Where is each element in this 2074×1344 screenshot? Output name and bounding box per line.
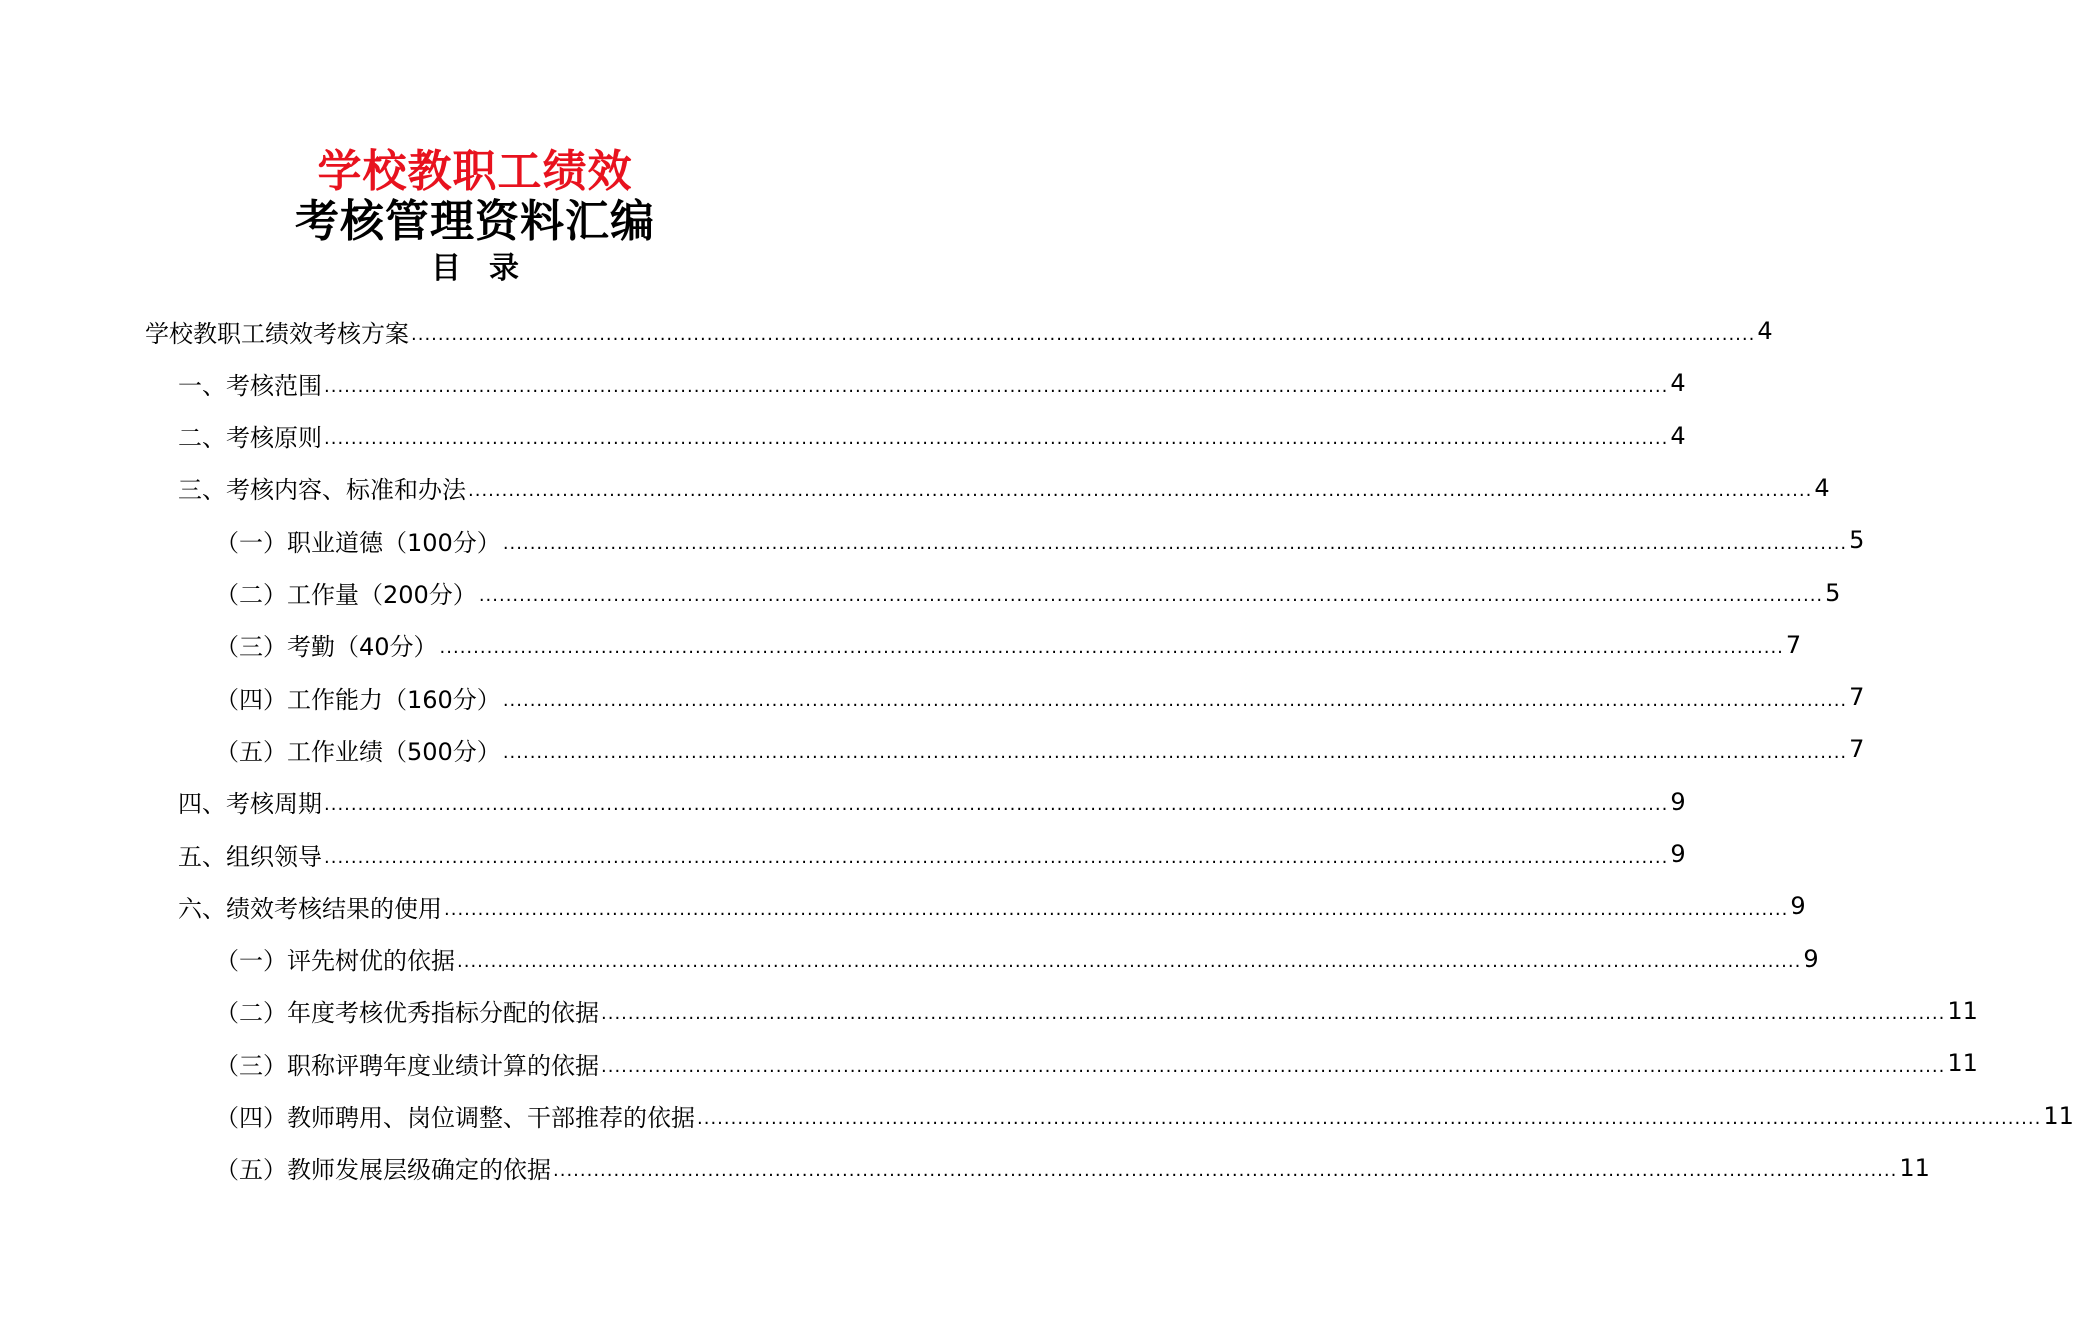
toc-entry-label: （三）职称评聘年度业绩计算的依据: [215, 1051, 599, 1080]
toc-heading-char1: 目: [431, 251, 461, 286]
toc-entry[interactable]: [178, 828, 1686, 880]
toc-entry-page-number: 4: [1670, 369, 1686, 398]
toc-entry-label: （一）职业道德（100分）: [215, 528, 501, 557]
toc-entry-page-number: 9: [1670, 787, 1686, 816]
toc-entry-label: （二）工作量（200分）: [215, 581, 477, 609]
toc-entry[interactable]: [215, 671, 1865, 723]
toc-entry-page-number: 7: [1849, 683, 1865, 712]
toc-entry-page-number: 9: [1790, 892, 1806, 921]
toc-entry-label: （三）考勤（40分）: [215, 633, 438, 662]
toc-entry-label: （四）工作能力（160分）: [215, 685, 501, 714]
toc-entry-page-number: 4: [1757, 317, 1773, 345]
toc-dot-leader: ........................................................................................................................................................................................................: [601, 1055, 1946, 1077]
toc-entry-page-number: 11: [1899, 1153, 1930, 1182]
toc-entry-page-number: 7: [1849, 735, 1865, 764]
toc-entry[interactable]: [178, 357, 1686, 409]
toc-dot-leader: ........................................................................................................................................................................................................: [439, 637, 1784, 659]
toc-dot-leader: ........................................................................................................................................................................................................: [502, 689, 1848, 711]
toc-dot-leader: ........................................................................................................................................................................................................: [478, 585, 1824, 606]
toc-entry[interactable]: [145, 305, 1773, 357]
toc-entry-label: （二）年度考核优秀指标分配的依据: [215, 999, 599, 1028]
toc-dot-leader: ........................................................................................................................................................................................................: [457, 951, 1802, 973]
toc-entry-label: 三、考核内容、标准和办法: [178, 476, 466, 505]
toc-dot-leader: ........................................................................................................................................................................................................: [553, 1160, 1898, 1182]
toc-dot-leader: ........................................................................................................................................................................................................: [502, 532, 1848, 554]
toc-entry[interactable]: [215, 567, 1841, 619]
toc-entry-page-number: 5: [1825, 578, 1841, 607]
toc-entry[interactable]: [178, 410, 1686, 462]
toc-heading-char2: 录: [489, 251, 519, 286]
toc-entry-label: （一）评先树优的依据: [215, 947, 455, 976]
toc-dot-leader: ........................................................................................................................................................................................................: [444, 898, 1789, 920]
toc-entry-label: （五）工作业绩（500分）: [215, 737, 501, 766]
toc-entry-page-number: 9: [1670, 840, 1686, 868]
toc-entry-label: 二、考核原则: [178, 424, 322, 453]
toc-entry[interactable]: [178, 462, 1830, 514]
toc-dot-leader: ........................................................................................................................................................................................................: [324, 428, 1669, 450]
toc-entry-label: 学校教职工绩效考核方案: [145, 319, 409, 348]
toc-dot-leader: ........................................................................................................................................................................................................: [411, 323, 1756, 345]
toc-entry-label: 六、绩效考核结果的使用: [178, 894, 442, 923]
toc-dot-leader: ........................................................................................................................................................................................................: [324, 375, 1669, 397]
toc-dot-leader: ........................................................................................................................................................................................................: [601, 1003, 1946, 1025]
toc-dot-leader: ........................................................................................................................................................................................................: [502, 741, 1848, 763]
document-title-line1: 学校教职工绩效: [317, 146, 633, 197]
toc-entry[interactable]: [215, 723, 1865, 775]
toc-entry-page-number: 4: [1814, 473, 1830, 502]
toc-dot-leader: ........................................................................................................................................................................................................: [697, 1108, 2042, 1129]
toc-entry[interactable]: [215, 514, 1865, 566]
toc-entry-page-number: 11: [1947, 1049, 1978, 1078]
toc-entry-label: （四）教师聘用、岗位调整、干部推荐的依据: [215, 1104, 695, 1132]
toc-heading: [0, 244, 950, 294]
toc-entry[interactable]: [215, 1142, 1930, 1194]
toc-entry[interactable]: [215, 619, 1802, 671]
toc-entry[interactable]: [215, 1037, 1978, 1089]
toc-entry-page-number: 11: [2043, 1101, 2074, 1130]
toc-entry-label: （五）教师发展层级确定的依据: [215, 1156, 551, 1185]
toc-entry-label: 五、组织领导: [178, 842, 322, 871]
toc-entry-page-number: 4: [1670, 421, 1686, 450]
toc-entry[interactable]: [215, 1090, 2074, 1142]
toc-entry-page-number: 9: [1803, 944, 1819, 973]
toc-entry[interactable]: [178, 880, 1806, 932]
toc-entry[interactable]: [215, 933, 1819, 985]
toc-dot-leader: ........................................................................................................................................................................................................: [468, 480, 1813, 502]
toc-entry[interactable]: [215, 985, 1978, 1037]
toc-entry-page-number: 11: [1947, 996, 1978, 1025]
toc-dot-leader: ........................................................................................................................................................................................................: [324, 846, 1669, 868]
toc-entry[interactable]: [178, 776, 1686, 828]
toc-entry-page-number: 5: [1849, 526, 1865, 555]
toc-entry-label: 四、考核周期: [178, 790, 322, 819]
toc-entry-page-number: 7: [1785, 630, 1802, 659]
toc-entry-label: 一、考核范围: [178, 371, 322, 400]
toc-dot-leader: ........................................................................................................................................................................................................: [324, 794, 1669, 816]
document-title-line2: 考核管理资料汇编: [295, 196, 655, 247]
